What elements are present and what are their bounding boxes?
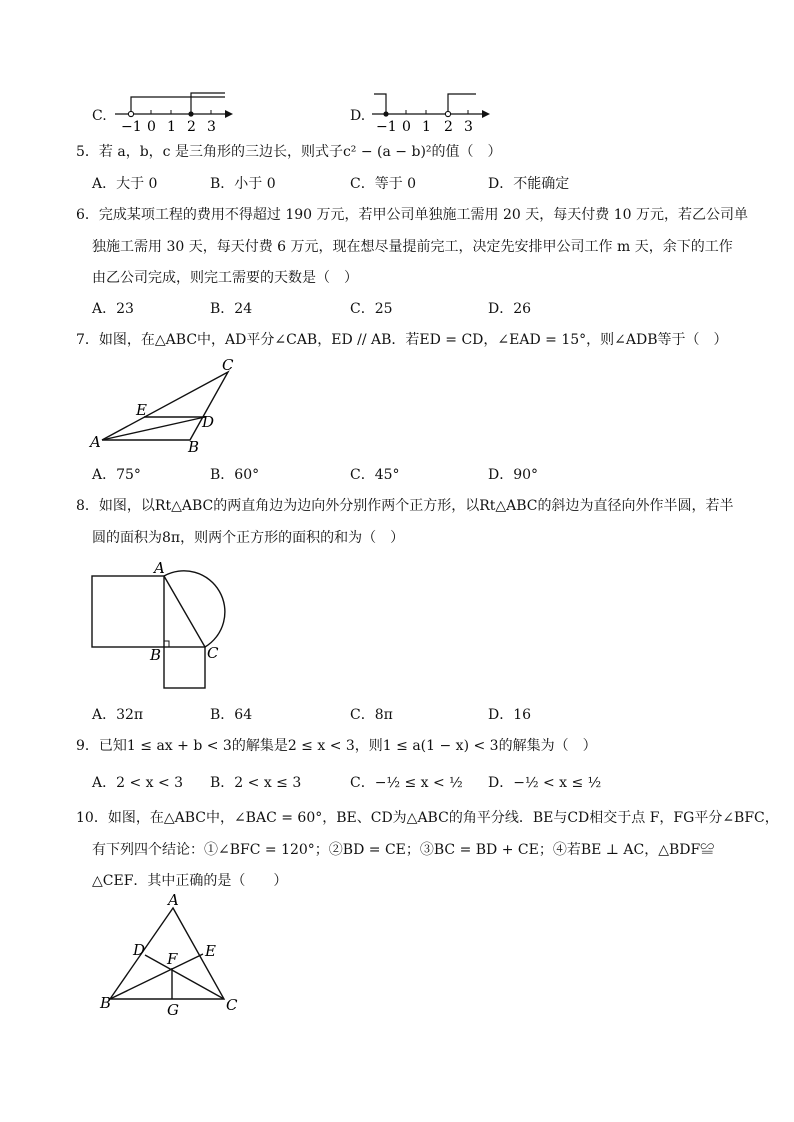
q5-option-a: A．大于 0 xyxy=(92,176,158,192)
q7-label-a: A xyxy=(90,433,101,451)
q6-stem-line-2: 独施工需用 30 天，每天付费 6 万元，现在想尽量提前完工，决定先安排甲公司工作 m 天，余下的工作 xyxy=(92,239,733,255)
q10-stem-line-1: 10．如图，在△ABC中，∠BAC = 60°，BE、CD为△ABC的角平分线．BE与CD相交于点 F，FG平分∠BFC， xyxy=(76,810,779,826)
q9-option-d: D．−½ < x ≤ ½ xyxy=(488,775,602,791)
q5-option-d: D．不能确定 xyxy=(488,176,570,192)
q10-label-d: D xyxy=(133,941,146,959)
q4d-tick-3: 3 xyxy=(464,119,473,135)
q4c-tick-m1: −1 xyxy=(121,119,142,135)
q6-stem-line-3: 由乙公司完成，则完工需要的天数是（ ） xyxy=(92,270,358,286)
q7-label-e: E xyxy=(136,401,147,419)
q4-option-c-numberline xyxy=(115,88,235,133)
q5-option-c: C．等于 0 xyxy=(350,176,417,192)
q4c-tick-0: 0 xyxy=(147,119,156,135)
q8-option-c: C．8π xyxy=(350,707,393,723)
q7-triangle-figure xyxy=(88,355,258,455)
q10-label-g: G xyxy=(167,1001,179,1019)
q7-option-a: A．75° xyxy=(92,467,141,483)
q4d-tick-m1: −1 xyxy=(376,119,397,135)
q4c-tick-2: 2 xyxy=(187,119,196,135)
q7-option-b: B．60° xyxy=(210,467,260,483)
q8-option-d: D．16 xyxy=(488,707,532,723)
q4c-tick-3: 3 xyxy=(207,119,216,135)
q10-label-a: A xyxy=(168,891,179,909)
q10-label-f: F xyxy=(167,950,178,968)
q4-option-d-label: D. xyxy=(350,108,366,124)
q9-option-c: C．−½ ≤ x < ½ xyxy=(350,775,463,791)
q8-label-a: A xyxy=(154,559,165,577)
q7-label-b: B xyxy=(188,438,200,456)
q10-label-e: E xyxy=(205,942,216,960)
q6-option-b: B．24 xyxy=(210,301,253,317)
q4c-tick-1: 1 xyxy=(167,119,176,135)
q8-stem-line-1: 8．如图，以Rt△ABC的两直角边为边向外分别作两个正方形，以Rt△ABC的斜边为直径向外作半圆，若半 xyxy=(76,498,734,514)
q6-option-d: D．26 xyxy=(488,301,532,317)
q6-option-a: A．23 xyxy=(92,301,134,317)
q8-label-b: B xyxy=(150,646,162,664)
q7-label-d: D xyxy=(202,413,215,431)
q5-option-b: B．小于 0 xyxy=(210,176,276,192)
q10-label-b: B xyxy=(100,994,112,1012)
q8-squares-figure xyxy=(88,560,238,692)
q6-option-c: C．25 xyxy=(350,301,393,317)
q8-stem-line-2: 圆的面积为8π，则两个正方形的面积的和为（ ） xyxy=(92,530,405,546)
q10-triangle-figure xyxy=(96,893,246,1021)
q6-stem-line-1: 6．完成某项工程的费用不得超过 190 万元，若甲公司单独施工需用 20 天，每天付费 10 万元，若乙公司单 xyxy=(76,207,748,223)
q4-option-d-numberline xyxy=(372,88,492,133)
q4d-tick-0: 0 xyxy=(402,119,411,135)
q8-option-b: B．64 xyxy=(210,707,253,723)
q5-stem: 5．若 a，b，c 是三角形的三边长，则式子c² − (a − b)²的值（ ） xyxy=(76,144,502,160)
q7-option-c: C．45° xyxy=(350,467,400,483)
q10-stem-line-3: △CEF．其中正确的是（ ） xyxy=(92,873,288,889)
q4-option-c-label: C. xyxy=(92,108,107,124)
q8-label-c: C xyxy=(207,644,219,662)
q9-stem: 9．已知1 ≤ ax + b < 3的解集是2 ≤ x < 3，则1 ≤ a(1 − x) < 3的解集为（ ） xyxy=(76,738,597,754)
q9-option-a: A．2 < x < 3 xyxy=(92,775,184,791)
q4d-tick-1: 1 xyxy=(422,119,431,135)
q10-stem-line-2: 有下列四个结论：①∠BFC = 120°；②BD = CE；③BC = BD + CE；④若BE ⊥ AC，△BDF≌ xyxy=(92,842,715,858)
q7-option-d: D．90° xyxy=(488,467,539,483)
q9-option-b: B．2 < x ≤ 3 xyxy=(210,775,302,791)
q7-label-c: C xyxy=(222,356,234,374)
q8-option-a: A．32π xyxy=(92,707,144,723)
q7-stem: 7．如图，在△ABC中，AD平分∠CAB，ED // AB．若ED = CD，∠EAD = 15°，则∠ADB等于（ ） xyxy=(76,332,728,348)
q4d-tick-2: 2 xyxy=(444,119,453,135)
q10-label-c: C xyxy=(226,996,238,1014)
